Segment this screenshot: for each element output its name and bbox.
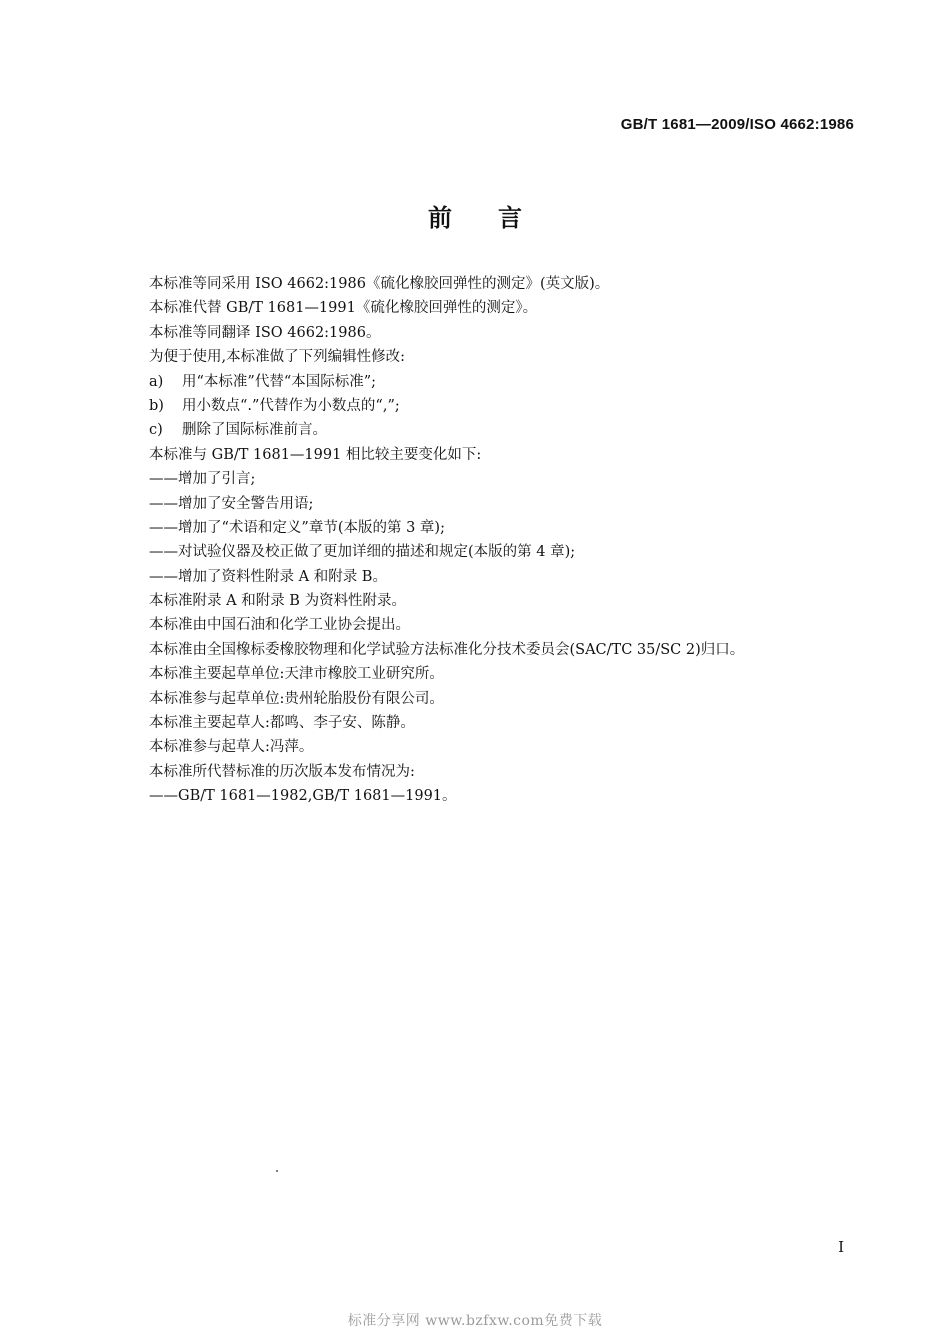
paragraph: 本标准主要起草人:都鸣、李子安、陈静。 bbox=[149, 715, 415, 732]
page-number: I bbox=[838, 1238, 844, 1256]
watermark: 标准分享网 www.bzfxw.com免费下载 bbox=[347, 1313, 603, 1329]
scan-dot bbox=[276, 1170, 278, 1172]
paragraph: 本标准等同翻译 ISO 4662:1986。 bbox=[149, 324, 381, 341]
paragraph: 本标准参与起草单位:贵州轮胎股份有限公司。 bbox=[149, 690, 444, 707]
edit-item bbox=[149, 370, 869, 394]
edit-item-text: 用“本标准”代替“本国际标准”; bbox=[182, 373, 377, 390]
edit-item-text: 删除了国际标准前言。 bbox=[182, 422, 327, 439]
edit-item bbox=[149, 418, 869, 442]
paragraph: ——GB/T 1681—1982,GB/T 1681—1991。 bbox=[149, 788, 457, 805]
edit-item-mark: a) bbox=[149, 373, 164, 390]
paragraph: 本标准主要起草单位:天津市橡胶工业研究所。 bbox=[149, 666, 444, 683]
paragraph: 本标准等同采用 ISO 4662:1986《硫化橡胶回弹性的测定》(英文版)。 bbox=[149, 276, 610, 292]
edit-item-mark: b) bbox=[149, 397, 164, 414]
change-item: ——对试验仪器及校正做了更加详细的描述和规定(本版的第 4 章); bbox=[149, 544, 576, 561]
paragraph: 本标准附录 A 和附录 B 为资料性附录。 bbox=[149, 593, 407, 610]
change-item: ——增加了资料性附录 A 和附录 B。 bbox=[149, 568, 387, 585]
standard-code: GB/T 1681—2009/ISO 4662:1986 bbox=[620, 116, 854, 133]
paragraph: 本标准所代替标准的历次版本发布情况为: bbox=[149, 763, 415, 780]
foreword-body bbox=[149, 272, 869, 809]
edit-item bbox=[149, 394, 869, 418]
paragraph: 为便于使用,本标准做了下列编辑性修改: bbox=[149, 349, 405, 366]
paragraph: 本标准参与起草人:冯萍。 bbox=[149, 739, 314, 756]
changes-intro: 本标准与 GB/T 1681—1991 相比较主要变化如下: bbox=[149, 446, 482, 463]
edit-item-mark: c) bbox=[149, 422, 163, 439]
change-item: ——增加了引言; bbox=[149, 471, 256, 488]
paragraph: 本标准由全国橡标委橡胶物理和化学试验方法标准化分技术委员会(SAC/TC 35/SC 2)归口。 bbox=[149, 641, 745, 658]
paragraph: 本标准代替 GB/T 1681—1991《硫化橡胶回弹性的测定》。 bbox=[149, 300, 538, 317]
paragraph: 本标准由中国石油和化学工业协会提出。 bbox=[149, 617, 410, 634]
change-item: ——增加了“术语和定义”章节(本版的第 3 章); bbox=[149, 519, 445, 536]
change-item: ——增加了安全警告用语; bbox=[149, 495, 314, 512]
edit-item-text: 用小数点“.”代替作为小数点的“,”; bbox=[182, 397, 400, 414]
page-title: 前言 bbox=[428, 204, 568, 232]
